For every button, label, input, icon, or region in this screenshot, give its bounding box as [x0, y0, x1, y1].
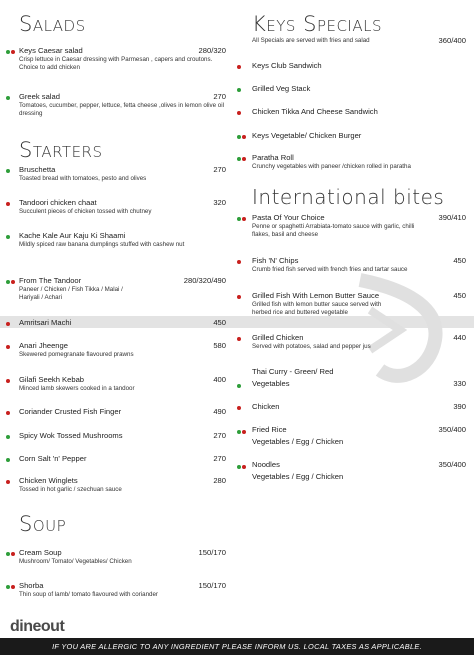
menu-item-name: From The Tandoor: [19, 276, 82, 285]
nonveg-dot: [6, 379, 16, 384]
menu-item-name: Grilled Veg Stack: [252, 84, 311, 93]
menu-item-price: 270: [213, 92, 226, 101]
menu-item-price: 350/400: [438, 425, 466, 434]
menu-item-name: Keys Vegetable/ Chicken Burger: [252, 131, 362, 140]
menu-item-desc: Penne or spaghetti Arrabiata-tomato sauce with garlic, chilli flakes, basil and cheese: [252, 223, 415, 238]
menu-item-name: Greek salad: [19, 92, 60, 101]
menu-item-name: Spicy Wok Tossed Mushrooms: [19, 431, 123, 440]
menu-item-desc: Skewered pomegranate flavoured prawns: [19, 351, 134, 358]
menu-item-name: Tandoori chicken chaat: [19, 198, 97, 207]
dineout-logo: dineout: [10, 618, 65, 635]
menu-item-price: 280/320/490: [183, 276, 226, 285]
veg-dot: [6, 96, 16, 101]
menu-item-price: 280/320: [198, 46, 226, 55]
menu-item-desc: Tomatoes, cucumber, pepper, lettuce, fetta cheese ,olives in lemon olive oil dressing: [19, 102, 224, 117]
menu-item-name: Grilled Fish With Lemon Butter Sauce: [252, 291, 380, 300]
menu-item-subname: Vegetables / Egg / Chicken: [252, 437, 344, 446]
menu-item-desc: Thin soup of lamb/ tomato flavoured with coriander: [19, 591, 158, 598]
menu-item-name: Cream Soup: [19, 548, 62, 557]
menu-item-subname: Vegetables: [252, 379, 290, 388]
menu-item-name: Paratha Roll: [252, 153, 294, 162]
menu-item-name: Keys Club Sandwich: [252, 61, 322, 70]
menu-item-name: Fried Rice: [252, 425, 287, 434]
menu-item-desc: Grilled fish with lemon butter sauce served with herbed rice and buttered vegetable: [252, 301, 382, 316]
nonveg-dot: [237, 406, 247, 411]
nonveg-dot: [237, 65, 247, 70]
veg-nonveg-dots: [237, 135, 247, 140]
menu-item-name: Amritsari Machi: [19, 318, 72, 327]
menu-item-price: 320: [213, 198, 226, 207]
menu-item-name: Grilled Chicken: [252, 333, 304, 342]
menu-item-price: 270: [213, 165, 226, 174]
menu-item-price: 280: [213, 476, 226, 485]
menu-item-name: Corn Salt 'n' Pepper: [19, 454, 87, 463]
menu-item-desc: Crisp lettuce in Caesar dressing with Parmesan , capers and croutons. Choice to add chicken: [19, 56, 213, 71]
menu-item-price: 150/170: [198, 581, 226, 590]
nonveg-dot: [237, 111, 247, 116]
allergy-notice: IF YOU ARE ALLERGIC TO ANY INGREDIENT PLEASE INFORM US. LOCAL TAXES AS APPLICABLE.: [52, 642, 422, 651]
menu-item-subname: Vegetables / Egg / Chicken: [252, 472, 344, 481]
menu-item-desc: Served with potatoes, salad and pepper jus: [252, 343, 371, 350]
menu-item-price: 450: [453, 256, 466, 265]
menu-item-desc: Mildly spiced raw banana dumplings stuffed with cashew nut: [19, 241, 185, 248]
menu-item-price: 580: [213, 341, 226, 350]
specials-price: 360/400: [438, 36, 466, 45]
menu-item-price: 390: [453, 402, 466, 411]
menu-item-price: 330: [453, 379, 466, 388]
watermark-logo: [340, 270, 450, 390]
menu-item-price: 450: [453, 291, 466, 300]
menu-item-desc: Minced lamb skewers cooked in a tandoor: [19, 385, 135, 392]
veg-nonveg-dots: [6, 280, 16, 285]
keys-specials-title: Keys Specials: [252, 12, 382, 36]
menu-item-name: Kache Kale Aur Kaju Ki Shaami: [19, 231, 126, 240]
menu-item-price: 490: [213, 407, 226, 416]
nonveg-dot: [237, 295, 247, 300]
menu-item-desc: Crunchy vegetables with paneer /chicken rolled in paratha: [252, 163, 411, 170]
menu-item-desc: Paneer / Chicken / Fish Tikka / Malai / Hariyali / Achari: [19, 286, 123, 301]
veg-nonveg-dots: [237, 465, 247, 470]
nonveg-dot: [6, 411, 16, 416]
menu-item-desc: Crumb fried fish served with french fries and tartar sauce: [252, 266, 408, 273]
menu-item-price: 270: [213, 431, 226, 440]
veg-dot: [237, 88, 247, 93]
menu-item-name: Chicken Tikka And Cheese Sandwich: [252, 107, 378, 116]
menu-item-price: 150/170: [198, 548, 226, 557]
veg-nonveg-dots: [6, 50, 16, 55]
menu-item-price: 450: [213, 318, 226, 327]
veg-dot: [6, 169, 16, 174]
menu-item-price: 400: [213, 375, 226, 384]
nonveg-dot: [6, 480, 16, 485]
menu-item-price: 350/400: [438, 460, 466, 469]
menu-item-desc: Tossed in hot garlic / szechuan sauce: [19, 486, 122, 493]
veg-dot: [6, 435, 16, 440]
menu-item-desc: Mushroom/ Tomato/ Vegetables/ Chicken: [19, 558, 132, 565]
nonveg-dot: [6, 322, 16, 327]
menu-item-price: 440: [453, 333, 466, 342]
veg-dot: [6, 235, 16, 240]
nonveg-dot: [237, 260, 247, 265]
veg-dot: [237, 384, 247, 389]
menu-item-name: Shorba: [19, 581, 44, 590]
nonveg-dot: [237, 337, 247, 342]
menu-item-price: 270: [213, 454, 226, 463]
specials-note: All Specials are served with fries and salad: [252, 37, 370, 44]
menu-item-name: Keys Caesar salad: [19, 46, 83, 55]
veg-nonveg-dots: [237, 217, 247, 222]
soup-title: Soup: [19, 512, 67, 536]
menu-item-name: Bruschetta: [19, 165, 56, 174]
menu-item-price: 390/410: [438, 213, 466, 222]
menu-item-name: Chicken Winglets: [19, 476, 78, 485]
menu-item-desc: Succulent pieces of chicken tossed with chutney: [19, 208, 152, 215]
salads-title: Salads: [19, 12, 86, 36]
veg-dot: [6, 458, 16, 463]
international-bites-title: International bites: [252, 185, 445, 209]
veg-nonveg-dots: [237, 157, 247, 162]
starters-title: Starters: [19, 138, 103, 162]
menu-item-name: Chicken: [252, 402, 280, 411]
veg-nonveg-dots: [6, 552, 16, 557]
menu-item-desc: Toasted bread with tomatoes, pesto and olives: [19, 175, 147, 182]
nonveg-dot: [6, 345, 16, 350]
menu-item-name: Pasta Of Your Choice: [252, 213, 325, 222]
menu-item-name: Noodles: [252, 460, 280, 469]
nonveg-dot: [6, 202, 16, 207]
veg-nonveg-dots: [237, 430, 247, 435]
veg-nonveg-dots: [6, 585, 16, 590]
menu-item-name: Gilafi Seekh Kebab: [19, 375, 85, 384]
menu-item-name: Anari Jheenge: [19, 341, 68, 350]
menu-item-name: Coriander Crusted Fish Finger: [19, 407, 122, 416]
menu-item-name: Thai Curry - Green/ Red: [252, 367, 334, 376]
menu-item-name: Fish 'N' Chips: [252, 256, 299, 265]
